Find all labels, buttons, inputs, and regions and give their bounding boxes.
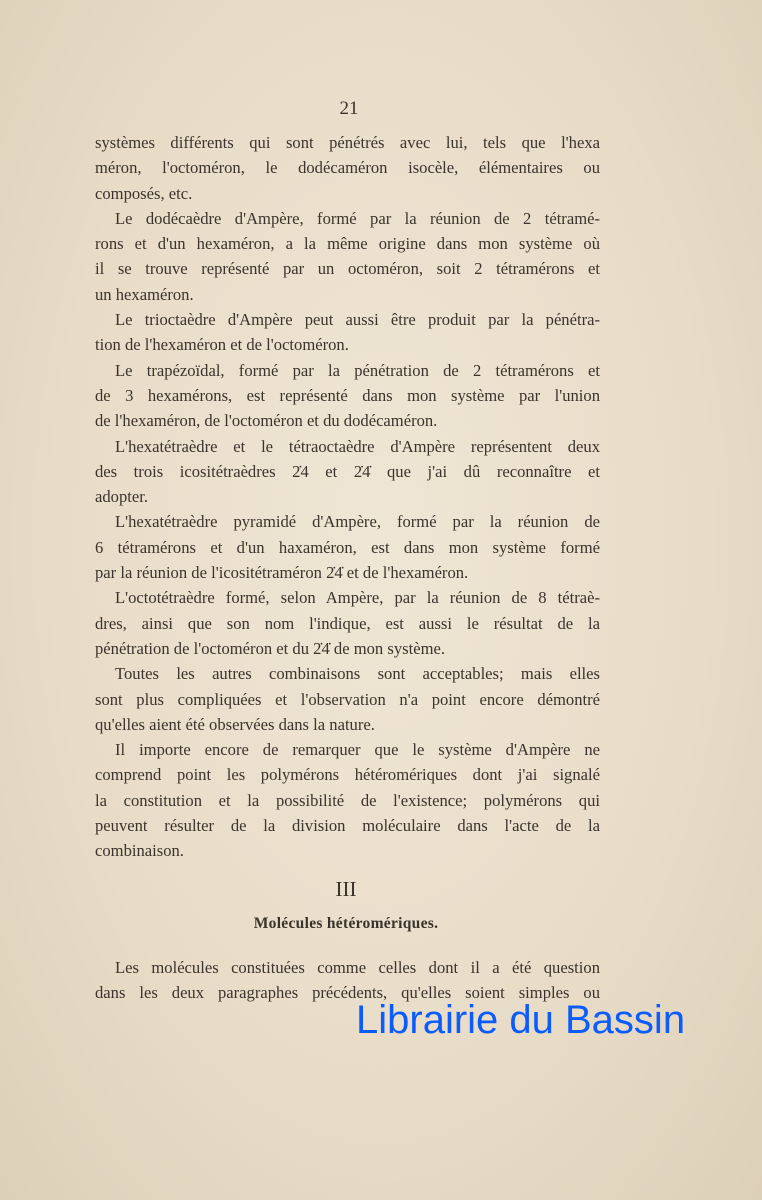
text-line: L'hexatétraèdre et le tétraoctaèdre d'Ampère représentent deux (115, 436, 600, 456)
text-line: dans les deux paragraphes précédents, qu'elles soient simples ou (95, 983, 600, 1003)
text-line: Les molécules constituées comme celles dont il a été question (115, 958, 600, 977)
text-line: rons et d'un hexaméron, a la même origine dans mon système où (95, 234, 600, 254)
text-line: dres, ainsi que son nom l'indique, est aussi le résultat de la (95, 613, 600, 633)
watermark: Librairie du Bassin (356, 998, 686, 1042)
text-line: composés, etc. (95, 183, 193, 203)
text-line: Le trioctaèdre d'Ampère peut aussi être produit par la pénétra- (115, 310, 600, 330)
text-line: comprend point les polymérons hétéromériques dont j'ai signalé (95, 765, 600, 785)
text-line: la constitution et la possibilité de l'existence; polymérons qui (95, 790, 600, 810)
text-line: un hexaméron. (95, 284, 194, 304)
text-line: tion de l'hexaméron et de l'octoméron. (95, 335, 349, 355)
text-line: qu'elles aient été observées dans la nature. (95, 714, 375, 734)
text-line: il se trouve représenté par un octoméron, soit 2 tétramérons et (95, 259, 600, 279)
text-line: pénétration de l'octoméron et du 2̇4̇ de mon système. (95, 638, 445, 658)
text-line: méron, l'octoméron, le dodécaméron isocèle, élémentaires ou (95, 158, 600, 178)
text-line: Le trapézoïdal, formé par la pénétration de 2 tétramérons et (115, 360, 600, 380)
body-text (95, 130, 600, 864)
text-line: 6 tétramérons et d'un haxaméron, est dans mon système formé (95, 537, 600, 557)
text-line: combinaison. (95, 841, 184, 861)
text-line: par la réunion de l'icositétraméron 2̇4̇ et de l'hexaméron. (95, 563, 469, 583)
section-title: Molécules hétéromériques. (253, 915, 439, 932)
text-line: L'octotétraèdre formé, selon Ampère, par la réunion de 8 tétraè- (115, 588, 600, 608)
text-line: Il importe encore de remarquer que le système d'Ampère ne (115, 740, 600, 760)
text-line: adopter. (95, 487, 148, 507)
text-line: de 3 hexamérons, est représenté dans mon système par l'union (95, 385, 600, 405)
page-number: 21 (339, 98, 359, 119)
text-line: des trois icositétraèdres 2̇4 et 2̇4̇ que j'ai dû reconnaître et (95, 461, 600, 481)
section-number: III (335, 877, 357, 901)
text-line: Le dodécaèdre d'Ampère, formé par la réunion de 2 tétramé- (115, 208, 600, 228)
text-line: systèmes différents qui sont pénétrés avec lui, tels que l'hexa (95, 133, 600, 152)
text-line: de l'hexaméron, de l'octoméron et du dodécaméron. (95, 411, 438, 431)
text-line: sont plus compliquées et l'observation n'a point encore démontré (95, 689, 600, 709)
text-line: peuvent résulter de la division moléculaire dans l'acte de la (95, 816, 600, 836)
text-line: L'hexatétraèdre pyramidé d'Ampère, formé par la réunion de (115, 512, 600, 532)
text-line: Toutes les autres combinaisons sont acceptables; mais elles (115, 664, 600, 684)
